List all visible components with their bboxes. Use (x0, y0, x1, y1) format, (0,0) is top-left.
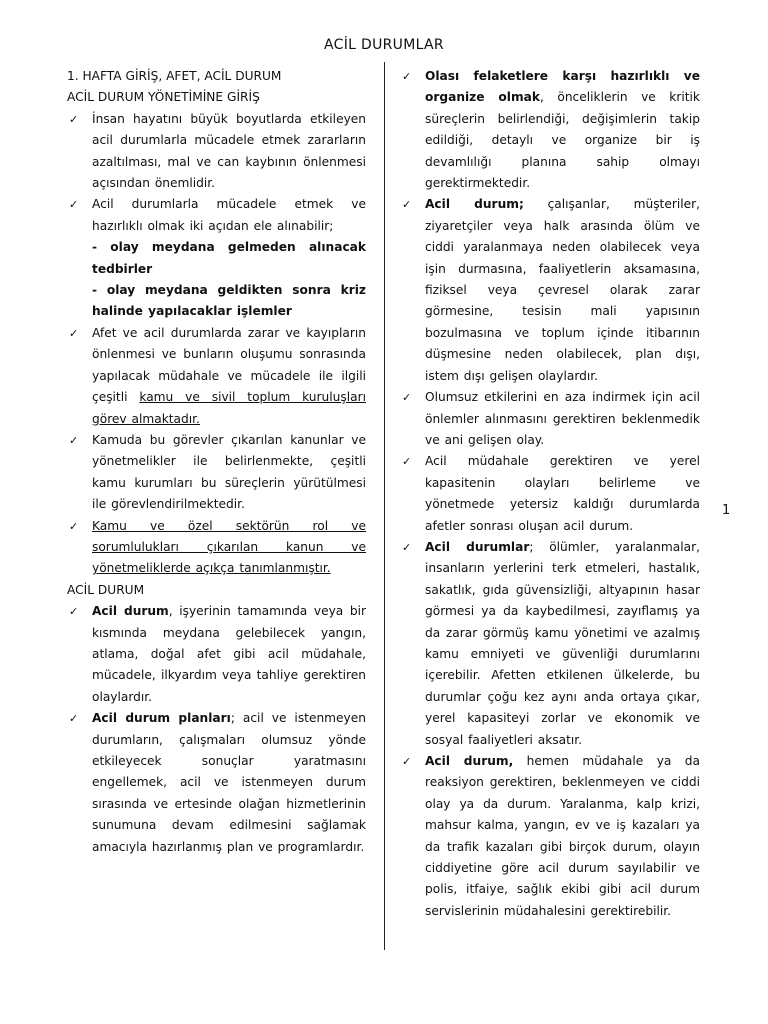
list-item (400, 537, 700, 751)
checkmark-icon: ✓ (69, 198, 79, 212)
list-item (67, 516, 366, 580)
checkmark-icon: ✓ (69, 433, 79, 447)
section-subheading: ACİL DURUM YÖNETİMİNE GİRİŞ (67, 90, 260, 105)
checkmark-icon: ✓ (69, 605, 79, 619)
item-text: Acil durum; çalışanlar, müşteriler, ziyaretçiler veya halk arasında ölüm ve ciddi yaralanmaya neden olabilecek veya işin durmasına, faaliyetlerin aksamasına, fiziksel veya çevresel olarak zarar görmesine, tesisin mali yapısının bozulmasına ve toplum içinde itibarının düşmesine neden olabilecek, plan dışı, istem dışı gelişen olaylardır. (425, 197, 700, 383)
left-column (67, 66, 366, 858)
list-item (67, 708, 366, 858)
checkmark-icon: ✓ (402, 540, 412, 554)
column-divider (384, 62, 385, 950)
item-text: Acil durumlarla mücadele etmek ve hazırlıklı olmak iki açıdan ele alınabilir; (92, 197, 366, 233)
section-heading: ACİL DURUM (67, 582, 145, 597)
page-title: ACİL DURUMLAR (324, 37, 444, 53)
checkmark-icon: ✓ (69, 326, 79, 340)
list-item (400, 751, 700, 922)
item-text: Olası felaketlere karşı hazırlıklı ve organize olmak, önceliklerin ve kritik süreçlerin belirlendiği, değişimlerin takip edildiği, detaylı ve organize bir iş devamlılığı planına sahip olmayı gerektirmektedir. (425, 69, 700, 191)
item-text: Acil durum planları; acil ve istenmeyen durumların, çalışmaları olumsuz yönde etkileyecek sonuçlar yaratmasını engellemek, acil ve istenmeyen durum sırasında ve ertesinde olağan hizmetlerinin sunumuna devam edilmesini sağlamak amacıyla hazırlanmış plan ve programlardır. (92, 711, 366, 854)
list-item (400, 66, 700, 194)
item-text: Olumsuz etkilerini en aza indirmek için acil önlemler alınmasını gerektiren beklenmedik ve ani gelişen olay. (425, 390, 700, 447)
checkmark-icon: ✓ (69, 112, 79, 126)
list-item (67, 430, 366, 516)
item-text: Kamu ve özel sektörün rol ve sorumlulukları çıkarılan kanun ve yönetmeliklerde açıkça tanımlanmıştır. (92, 518, 366, 576)
list-item (67, 109, 366, 195)
dash-item: - olay meydana gelmeden alınacak tedbirler (92, 240, 366, 276)
list-item (67, 194, 366, 237)
item-text: Afet ve acil durumlarda zarar ve kayıpların önlenmesi ve bunların oluşumu sonrasında yapılacak müdahale ve mücadele ile ilgili çeşitli kamu ve sivil toplum kuruluşları görev almaktadır. (92, 325, 366, 426)
item-text: Acil durum, hemen müdahale ya da reaksiyon gerektiren, beklenmeyen ve ciddi olay ya da durum. Yaralanma, kalp krizi, mahsur kalma, yangın, ev ve iş kazaları ya da trafik kazaları gibi birçok durum, olayın ciddiyetine göre acil durum sayılabilir ve polis, itfaiye, sağlık ekibi gibi acil durum servislerinin müdahalesini gerektirebilir. (425, 754, 701, 918)
page-number: 1 (722, 503, 731, 518)
list-item (400, 451, 700, 537)
item-text: Acil müdahale gerektiren ve yerel kapasitenin olayları belirleme ve yönetmede yetersiz kaldığı durumlarda afetler sonrası oluşan acil durum. (425, 454, 700, 533)
list-item (67, 323, 366, 430)
item-text: Acil durumlar; ölümler, yaralanmalar, insanların yerlerini terk etmeleri, hastalık, sakatlık, gıda güvensizliği, altyapının hasar görmesi ya da kaybedilmesi, zayıflamış ya da zarar görmüş kamu yönetimi ve azalmış kamu emniyeti ve güvenliği durumlarını içerebilir. Afetten etkilenen ülkelerde, bu durumlar çoğu kez aynı anda ortaya çıkar, yerel kapasiteyi zorlar ve ekonomik ve sosyal faaliyetleri aksatır. (425, 539, 700, 747)
item-text: İnsan hayatını büyük boyutlarda etkileyen acil durumlarla mücadele etmek zararların azaltılması, mal ve can kaybının önlenmesi açısından önemlidir. (92, 111, 366, 191)
section-heading: 1. HAFTA GİRİŞ, AFET, ACİL DURUM (67, 69, 282, 83)
checkmark-icon: ✓ (69, 712, 79, 726)
checkmark-icon: ✓ (69, 519, 79, 533)
checkmark-icon: ✓ (402, 455, 412, 469)
list-item (400, 194, 700, 387)
item-text: Kamuda bu görevler çıkarılan kanunlar ve yönetmelikler ile belirlenmekte, çeşitli kamu kurumları bu süreçlerin yürütülmesi ile görevlendirilmektedir. (92, 432, 366, 512)
list-item (67, 601, 366, 708)
dash-item: - olay meydana geldikten sonra kriz halinde yapılacaklar işlemler (92, 283, 366, 319)
checkmark-icon: ✓ (402, 70, 412, 83)
right-column (400, 66, 700, 922)
checkmark-icon: ✓ (402, 198, 412, 212)
checkmark-icon: ✓ (402, 391, 412, 405)
list-item (400, 387, 700, 451)
checkmark-icon: ✓ (402, 755, 412, 768)
item-text: Acil durum, işyerinin tamamında veya bir kısmında meydana gelebilecek yangın, atlama, doğal afet gibi acil müdahale, mücadele, ilkyardım veya tahliye gerektiren olaylardır. (92, 604, 366, 704)
